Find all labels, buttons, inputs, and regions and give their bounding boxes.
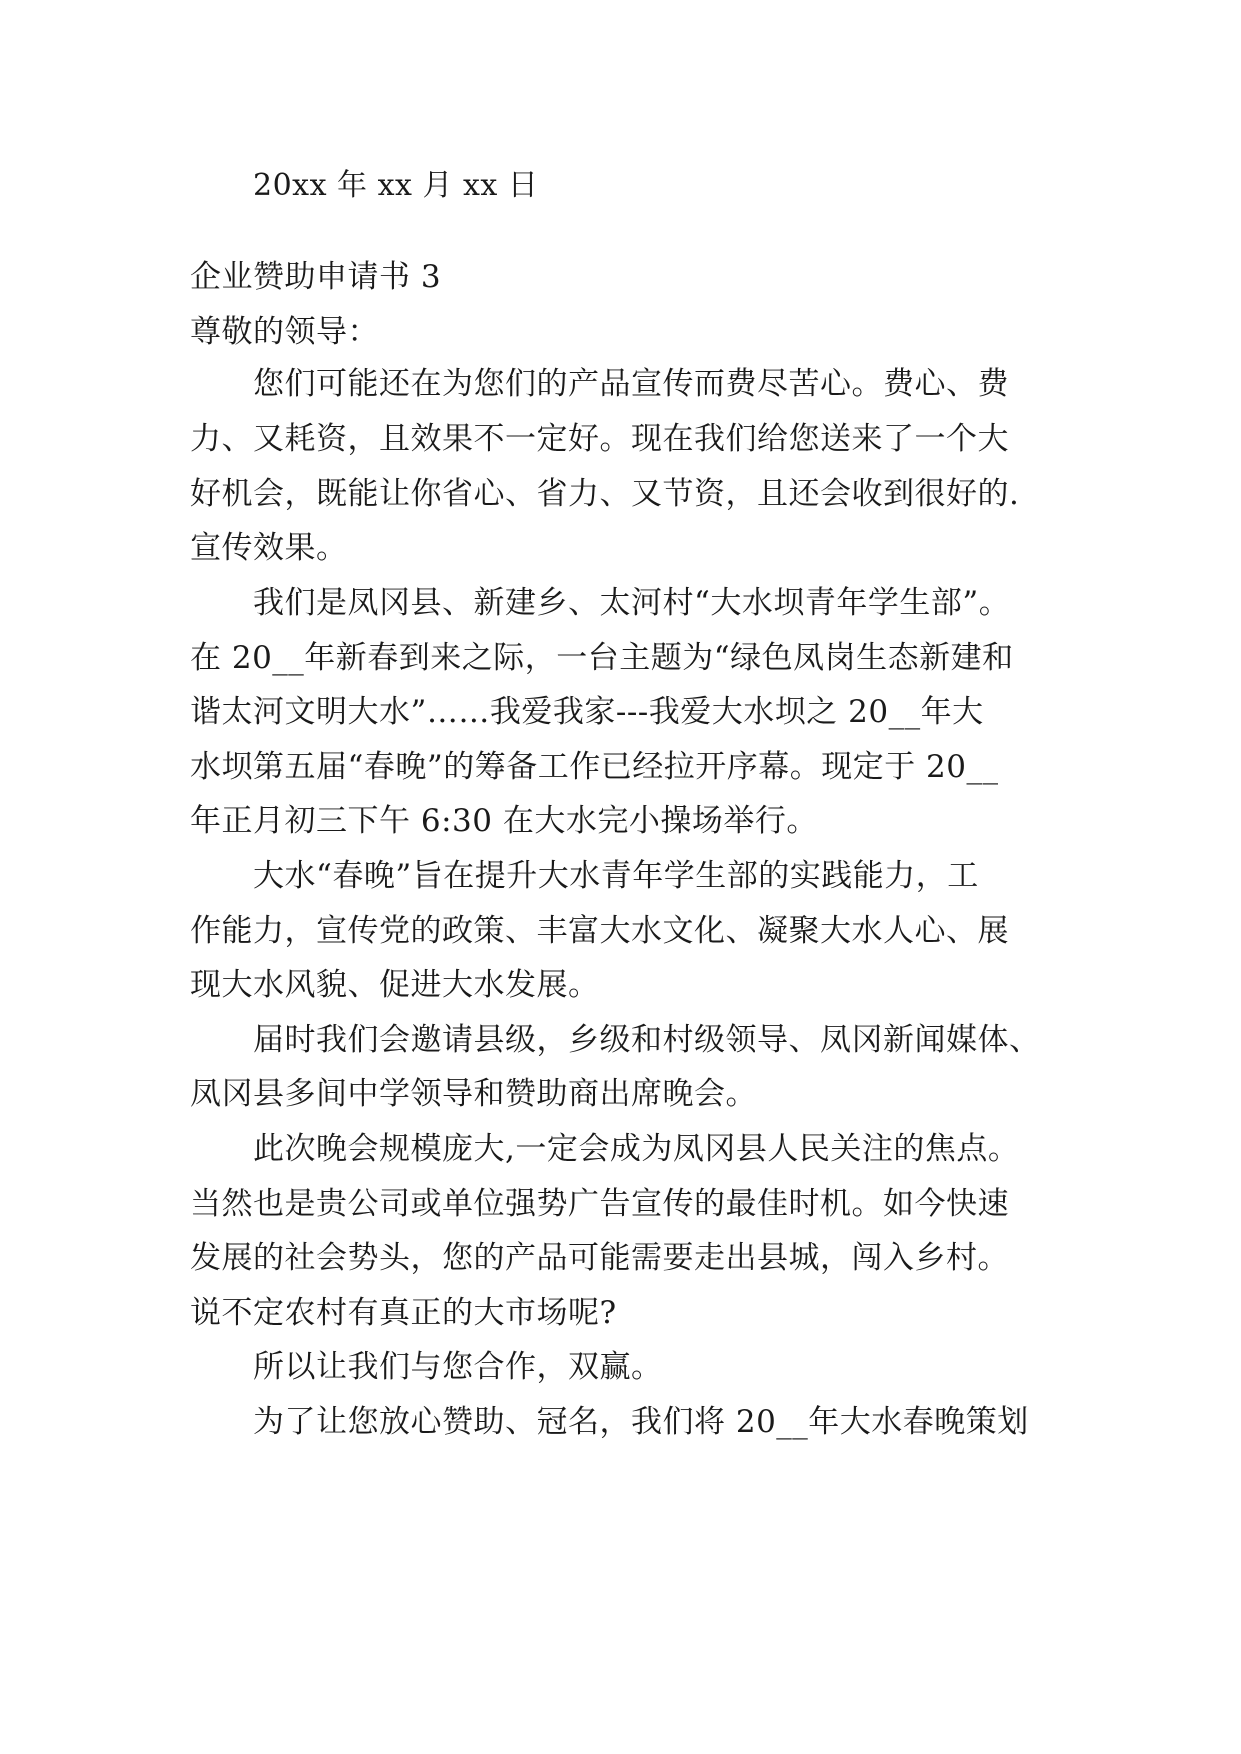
- paragraph-line: 届时我们会邀请县级，乡级和村级领导、凤冈新闻媒体、: [253, 1022, 1041, 1058]
- paragraph-line: 在 20__年新春到来之际，一台主题为“绿色凤岗生态新建和: [190, 640, 1014, 676]
- paragraph-line: 凤冈县多间中学领导和赞助商出席晚会。: [190, 1076, 757, 1112]
- paragraph-line: 宣传效果。: [190, 530, 348, 566]
- paragraph-line: 当然也是贵公司或单位强势广告宣传的最佳时机。如今快速: [190, 1186, 1009, 1222]
- date-line: 20xx 年 xx 月 xx 日: [253, 168, 539, 203]
- paragraph-line: 我们是凤冈县、新建乡、太河村“大水坝青年学生部”。: [253, 585, 1011, 621]
- paragraph-line: 力、又耗资，且效果不一定好。现在我们给您送来了一个大: [190, 421, 1009, 457]
- paragraph-line: 水坝第五届“春晚”的筹备工作已经拉开序幕。现定于 20__: [190, 749, 999, 785]
- paragraph-line: 说不定农村有真正的大市场呢?: [190, 1295, 617, 1331]
- paragraph-line: 此次晚会规模庞大,一定会成为凤冈县人民关注的焦点。: [253, 1131, 1020, 1167]
- paragraph-line: 发展的社会势头，您的产品可能需要走出县城，闯入乡村。: [190, 1240, 1009, 1276]
- paragraph-line: 作能力，宣传党的政策、丰富大水文化、凝聚大水人心、展: [190, 913, 1009, 949]
- paragraph-line: 谐太河文明大水”……我爱我家---我爱大水坝之 20__年大: [190, 694, 984, 730]
- paragraph-line: 现大水风貌、促进大水发展。: [190, 967, 600, 1003]
- paragraph-line: 好机会，既能让你省心、省力、又节资，且还会收到很好的.: [190, 476, 1020, 512]
- salutation: 尊敬的领导：: [190, 314, 379, 350]
- paragraph-line: 所以让我们与您合作，双赢。: [253, 1349, 663, 1385]
- paragraph-line: 您们可能还在为您们的产品宣传而费尽苦心。费心、费: [253, 366, 1009, 402]
- paragraph-line: 大水“春晚”旨在提升大水青年学生部的实践能力，工: [253, 858, 979, 894]
- paragraph-line: 为了让您放心赞助、冠名，我们将 20__年大水春晚策划: [253, 1404, 1029, 1440]
- paragraph-line: 年正月初三下午 6:30 在大水完小操场举行。: [190, 803, 818, 839]
- document-title: 企业赞助申请书 3: [190, 259, 442, 295]
